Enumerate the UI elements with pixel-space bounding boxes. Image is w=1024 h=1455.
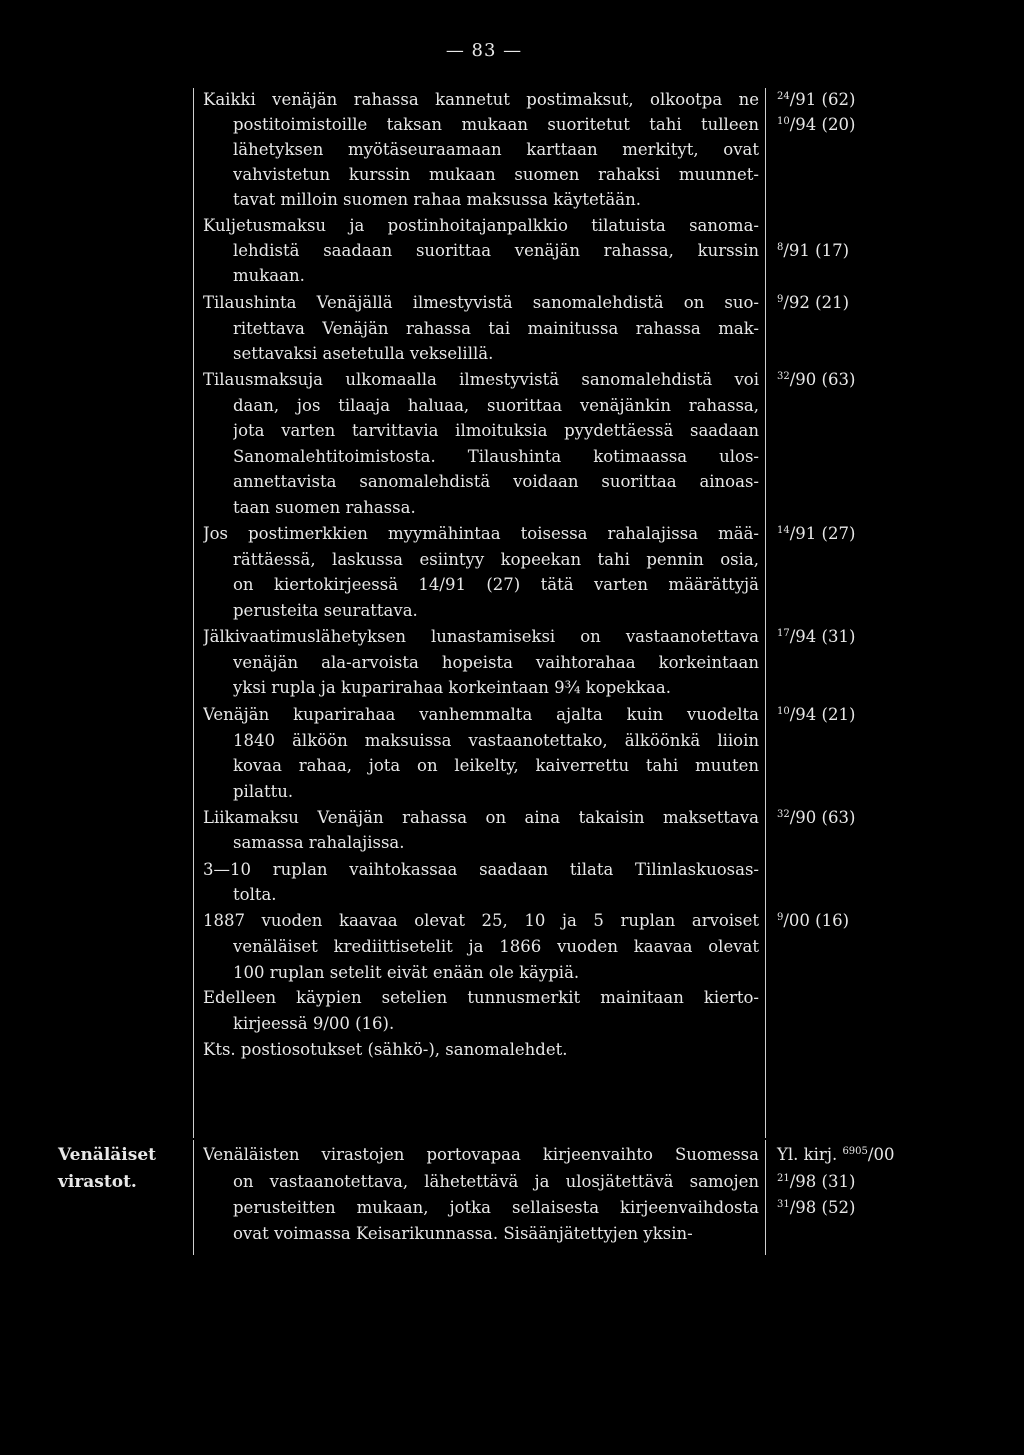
text-line: Tilaushinta Venäjällä ilmestyvistä sanomalehdistä on suo- xyxy=(203,293,759,312)
reference-entry xyxy=(777,90,855,110)
reference-year: /00 xyxy=(783,911,810,930)
text-line: postitoimistoille taksan mukaan suoritetut tahi tulleen xyxy=(233,115,759,134)
text-line: tolta. xyxy=(233,885,277,904)
text-line: 100 ruplan setelit eivät enään ole käypiä. xyxy=(233,963,580,982)
reference-paren: (31) xyxy=(816,1172,856,1191)
reference-paren: (16) xyxy=(809,911,850,930)
reference-paren: (27) xyxy=(816,524,856,543)
side-heading-line-1: Venäläiset xyxy=(58,1145,156,1165)
reference-number: 14 xyxy=(777,525,790,536)
reference-year: /90 xyxy=(789,370,817,389)
reference-entry xyxy=(777,370,855,390)
reference-number: 6905 xyxy=(842,1146,868,1157)
reference-year: /94 xyxy=(789,115,817,134)
reference-entry xyxy=(777,524,855,544)
reference-paren: (21) xyxy=(816,705,856,724)
text-line: 3—10 ruplan vaihtokassaa saadaan tilata Tilinlaskuosas- xyxy=(203,860,759,879)
reference-entry xyxy=(777,293,849,313)
text-line: Kts. postiosotukset (sähkö-), sanomalehdet. xyxy=(203,1040,568,1059)
page-number-value: 83 xyxy=(471,40,497,61)
text-line: ritettava Venäjän rahassa tai mainitussa rahassa mak- xyxy=(233,319,759,338)
text-line: samassa rahalajissa. xyxy=(233,833,405,852)
reference-number: 31 xyxy=(777,1199,790,1210)
text-line: on vastaanotettava, lähetettävä ja ulosjätettävä samojen xyxy=(233,1172,759,1191)
reference-entry xyxy=(777,1198,855,1218)
reference-year: /94 xyxy=(789,627,817,646)
column-rule-right xyxy=(765,88,766,1138)
column-rule-right-2 xyxy=(765,1140,766,1255)
reference-paren: (17) xyxy=(809,241,850,260)
reference-prefix: Yl. kirj. xyxy=(777,1145,843,1164)
text-line: annettavista sanomalehdistä voidaan suorittaa ainoas- xyxy=(233,472,759,491)
reference-paren: (31) xyxy=(816,627,856,646)
text-line: 1840 älköön maksuissa vastaanotettako, älköönkä liioin xyxy=(233,731,759,750)
text-line: rättäessä, laskussa esiintyy kopeekan tahi pennin osia, xyxy=(233,550,759,569)
text-line: Jos postimerkkien myymähintaa toisessa rahalajissa mää- xyxy=(203,524,759,543)
text-line: vahvistetun kurssin mukaan suomen rahaksi muunnet- xyxy=(233,165,759,184)
text-line: jota varten tarvittavia ilmoituksia pyydettäessä saadaan xyxy=(233,421,759,440)
text-line: Tilausmaksuja ulkomaalla ilmestyvistä sanomalehdistä voi xyxy=(203,370,759,389)
text-line: Kaikki venäjän rahassa kannetut postimaksut, olkootpa ne xyxy=(203,90,759,109)
reference-number: 9 xyxy=(777,912,784,923)
reference-entry xyxy=(777,115,855,135)
text-line: Edelleen käypien setelien tunnusmerkit mainitaan kierto- xyxy=(203,988,759,1007)
reference-paren: (63) xyxy=(816,370,856,389)
text-line: tavat milloin suomen rahaa maksussa käytetään. xyxy=(233,190,641,209)
text-line: Kuljetusmaksu ja postinhoitajanpalkkio tilatuista sanoma- xyxy=(203,216,759,235)
reference-entry xyxy=(777,808,855,828)
text-line: kirjeessä 9/00 (16). xyxy=(233,1014,395,1033)
reference-entry xyxy=(777,241,849,261)
reference-paren: (62) xyxy=(816,90,856,109)
reference-number: 24 xyxy=(777,91,790,102)
text-line: pilattu. xyxy=(233,782,294,801)
text-line: lehdistä saadaan suorittaa venäjän rahassa, kurssin xyxy=(233,241,759,260)
reference-number: 10 xyxy=(777,706,790,717)
reference-entry xyxy=(777,1172,855,1192)
text-line: perusteitten mukaan, jotka sellaisesta kirjeenvaihdosta xyxy=(233,1198,759,1217)
text-line: kovaa rahaa, jota on leikelty, kaiverrettu tahi muuten xyxy=(233,756,759,775)
text-line: ovat voimassa Keisarikunnassa. Sisäänjätettyjen yksin- xyxy=(233,1224,693,1243)
text-line: Venäjän kuparirahaa vanhemmalta ajalta kuin vuodelta xyxy=(203,705,759,724)
text-line: lähetyksen myötäseuraamaan karttaan merkityt, ovat xyxy=(233,140,759,159)
reference-year: /00 xyxy=(867,1145,895,1164)
text-line: venäläiset krediittisetelit ja 1866 vuoden kaavaa olevat xyxy=(233,937,759,956)
reference-year: /94 xyxy=(789,705,817,724)
reference-number: 21 xyxy=(777,1173,790,1184)
reference-entry xyxy=(777,627,855,647)
reference-paren: (21) xyxy=(809,293,850,312)
reference-year: /98 xyxy=(789,1172,817,1191)
column-rule-left xyxy=(193,88,194,1138)
text-line: daan, jos tilaaja haluaa, suorittaa venäjänkin rahassa, xyxy=(233,396,759,415)
reference-entry xyxy=(777,911,849,931)
reference-number: 32 xyxy=(777,809,790,820)
side-heading-line-2: virastot. xyxy=(58,1172,137,1192)
text-line: venäjän ala-arvoista hopeista vaihtorahaa korkeintaan xyxy=(233,653,759,672)
text-line: mukaan. xyxy=(233,266,305,285)
reference-paren: (20) xyxy=(816,115,856,134)
text-line: Liikamaksu Venäjän rahassa on aina takaisin maksettava xyxy=(203,808,759,827)
text-line: perusteita seurattava. xyxy=(233,601,418,620)
text-line: yksi rupla ja kuparirahaa korkeintaan 9¾ kopekkaa. xyxy=(233,678,671,697)
reference-number: 9 xyxy=(777,294,784,305)
reference-number: 32 xyxy=(777,371,790,382)
reference-entry xyxy=(777,705,855,725)
text-line: Jälkivaatimuslähetyksen lunastamiseksi on vastaanotettava xyxy=(203,627,759,646)
reference-paren: (63) xyxy=(816,808,856,827)
column-rule-left-2 xyxy=(193,1140,194,1255)
text-line: Venäläisten virastojen portovapaa kirjeenvaihto Suomessa xyxy=(203,1145,759,1164)
reference-paren: (52) xyxy=(816,1198,856,1217)
reference-number: 17 xyxy=(777,628,790,639)
page-number: — 83 — xyxy=(445,40,523,61)
text-line: taan suomen rahassa. xyxy=(233,498,416,517)
reference-year: /91 xyxy=(789,90,817,109)
reference-year: /91 xyxy=(789,524,817,543)
reference-entry xyxy=(777,1145,894,1165)
text-line: settavaksi asetetulla vekselillä. xyxy=(233,344,494,363)
reference-year: /98 xyxy=(789,1198,817,1217)
reference-number: 8 xyxy=(777,242,784,253)
text-line: on kiertokirjeessä 14/91 (27) tätä varten määrättyjä xyxy=(233,575,759,594)
text-line: Sanomalehtitoimistosta. Tilaushinta kotimaassa ulos- xyxy=(233,447,759,466)
reference-number: 10 xyxy=(777,116,790,127)
reference-year: /90 xyxy=(789,808,817,827)
reference-year: /91 xyxy=(783,241,810,260)
text-line: 1887 vuoden kaavaa olevat 25, 10 ja 5 ruplan arvoiset xyxy=(203,911,759,930)
reference-year: /92 xyxy=(783,293,810,312)
